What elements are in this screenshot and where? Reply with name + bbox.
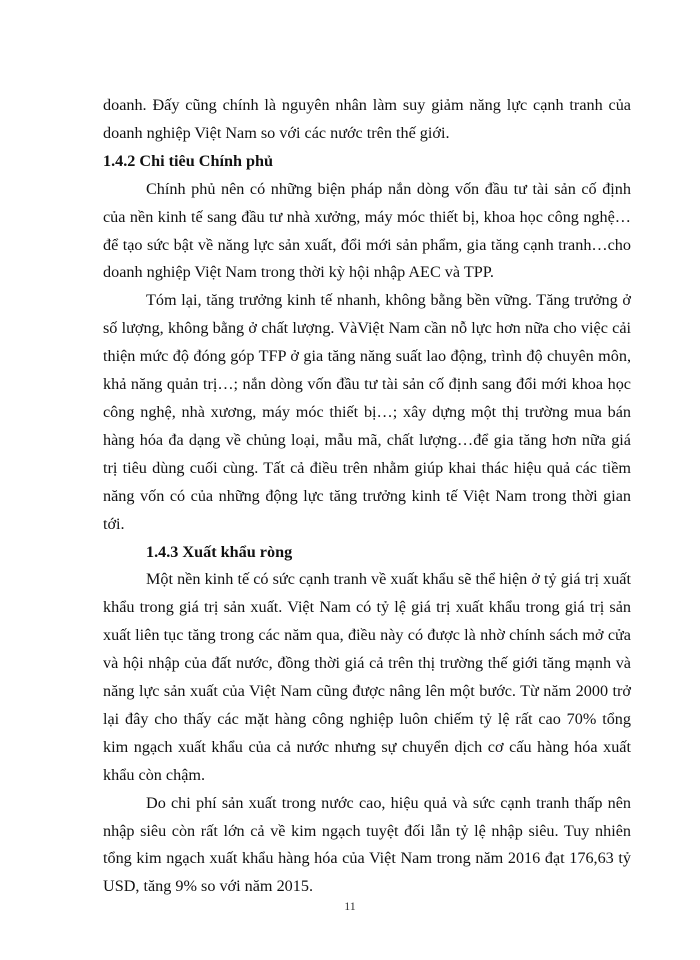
paragraph-summary: Tóm lại, tăng trưởng kinh tế nhanh, không bằng bền vững. Tăng trưởng ở số lượng, không bằng ở chất lượng. VàViệt Nam cần nỗ lực hơn nữa cho việc cải thiện mức độ đóng góp TFP ở gia tăng năng suất lao động, trình độ chuyên môn, khả năng quản trị…; nắn dòng vốn đầu tư tài sản cố định sang đổi mới khoa học công nghệ, nhà xương, máy móc thiết bị…; xây dựng một thị trường mua bán hàng hóa đa dạng về chủng loại, mẫu mã, chất lượng…để gia tăng hơn nữa giá trị tiêu dùng cuối cùng. Tất cả điều trên nhằm giúp khai thác hiệu quả các tiềm năng vốn có của những động lực tăng trưởng kinh tế Việt Nam trong thời gian tới. [103,291,631,533]
document-body [103,92,631,901]
section-heading-1-4-3: 1.4.3 Xuất khẩu ròng [146,542,293,561]
paragraph-trade-deficit: Do chi phí sản xuất trong nước cao, hiệu quả và sức cạnh tranh thấp nên nhập siêu còn rất lớn cả về kim ngạch tuyệt đối lẫn tỷ lệ nhập siêu. Tuy nhiên tổng kim ngạch xuất khẩu hàng hóa của Việt Nam trong năm 2016 đạt 176,63 tỷ USD, tăng 9% so với năm 2015. [103,793,631,896]
paragraph-net-exports: Một nền kinh tế có sức cạnh tranh về xuất khẩu sẽ thể hiện ở tỷ giá trị xuất khẩu trong giá trị sản xuất. Việt Nam có tỷ lệ giá trị xuất khẩu trong giá trị sản xuất liên tục tăng trong các năm qua, điều này có được là nhờ chính sách mở cửa và hội nhập của đất nước, đồng thời giá cả trên thị trường thế giới tăng mạnh và năng lực sản xuất của Việt Nam cũng được nâng lên một bước. Từ năm 2000 trở lại đây cho thấy các mặt hàng công nghiệp luôn chiếm tỷ lệ rất cao 70% tổng kim ngạch xuất khẩu của cả nước nhưng sự chuyển dịch cơ cấu hàng hóa xuất khẩu còn chậm. [103,570,631,784]
page-number: 11 [344,899,356,913]
paragraph-intro: doanh. Đấy cũng chính là nguyên nhân làm suy giảm năng lực cạnh tranh của doanh nghiệp Việt Nam so với các nước trên thế giới. [103,96,631,142]
paragraph-government-spending: Chính phủ nên có những biện pháp nắn dòng vốn đầu tư tài sản cố định của nền kinh tế sang đầu tư nhà xưởng, máy móc thiết bị, khoa học công nghệ…để tạo sức bật về năng lực sản xuất, đổi mới sản phẩm, gia tăng cạnh tranh…cho doanh nghiệp Việt Nam trong thời kỳ hội nhập AEC và TPP. [103,179,631,282]
section-heading-1-4-2: 1.4.2 Chi tiêu Chính phủ [103,151,274,170]
